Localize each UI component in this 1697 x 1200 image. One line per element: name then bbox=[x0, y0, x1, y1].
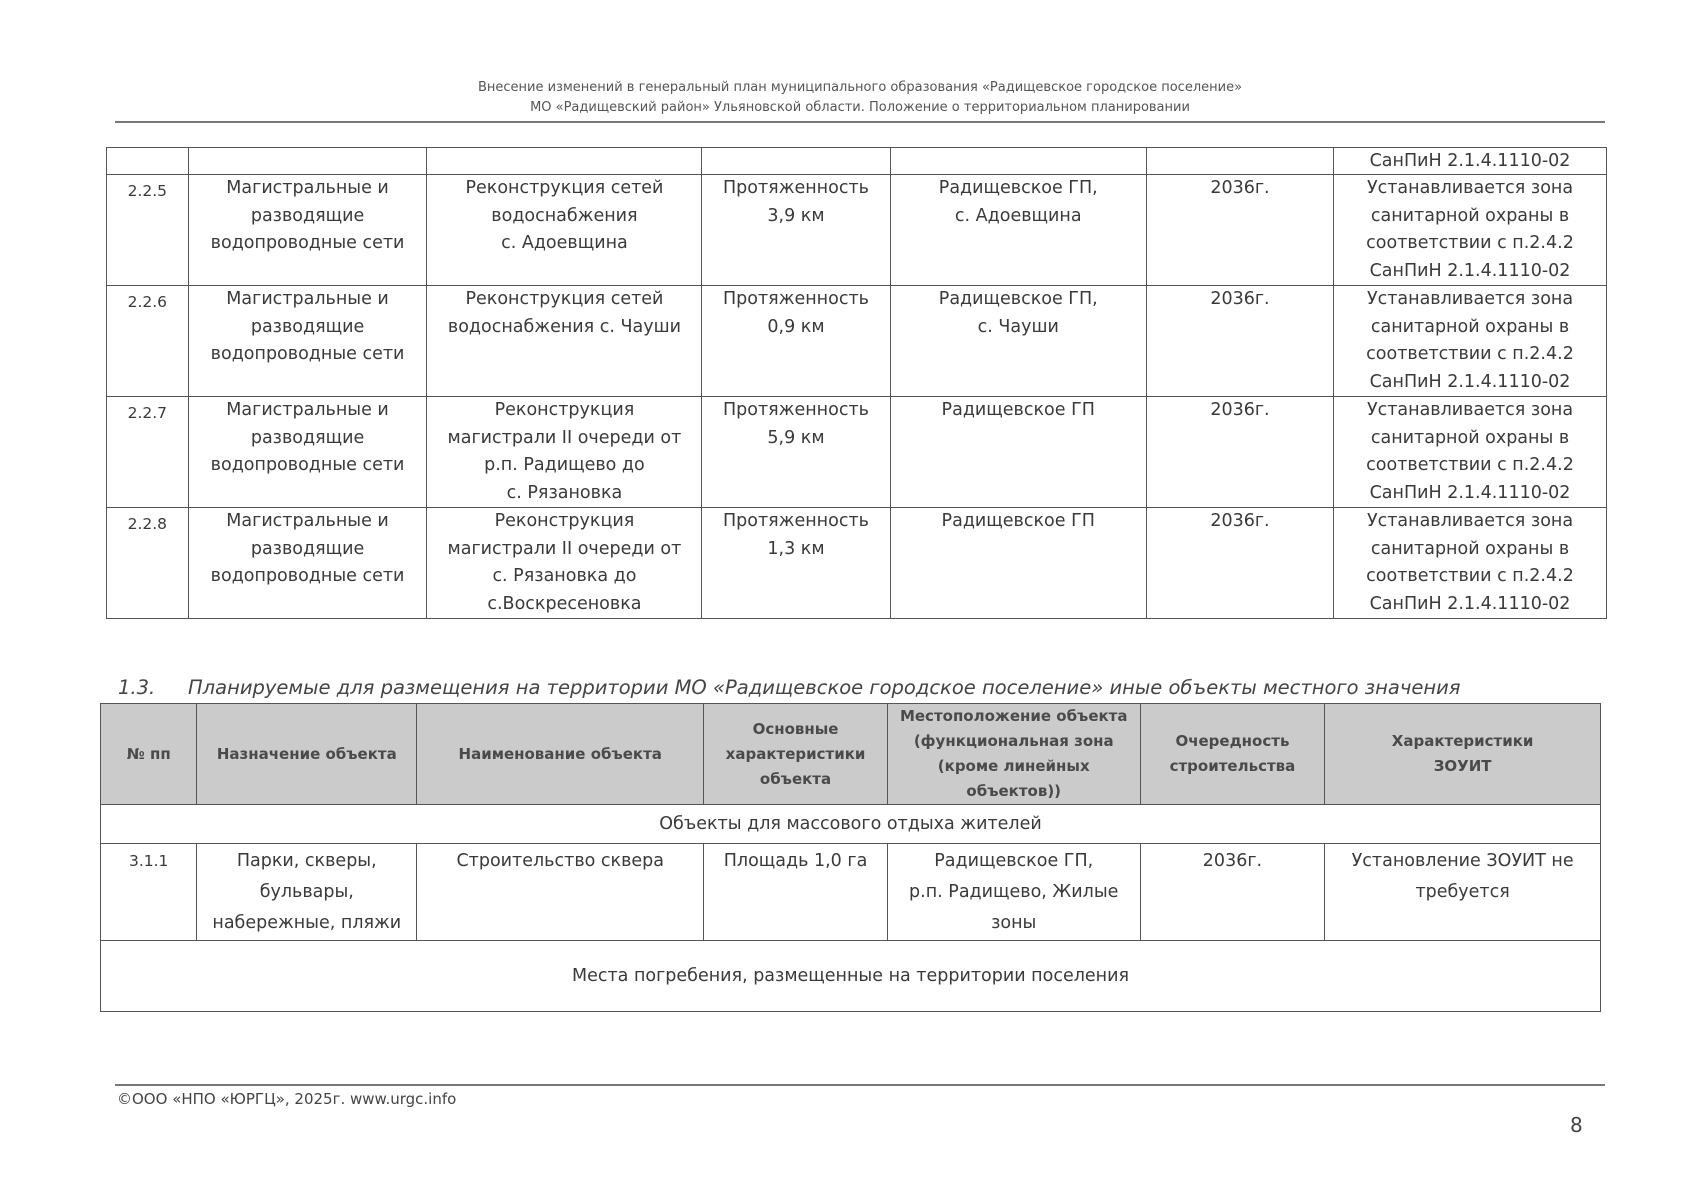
object-name bbox=[427, 508, 702, 619]
zone-characteristics bbox=[1334, 286, 1607, 397]
cell-line: с. Рязановка bbox=[506, 482, 623, 503]
cell-line: Устанавливается зона bbox=[1366, 400, 1574, 420]
cell-line: санитарной охраны в bbox=[1370, 538, 1570, 559]
cell-line: р.п. Радищево до bbox=[484, 455, 645, 475]
construction-stage: 2036г. bbox=[1146, 508, 1333, 619]
cell-line: магистрали II очереди от bbox=[447, 427, 682, 448]
object-purpose bbox=[188, 397, 427, 508]
cell-line: магистрали II очереди от bbox=[447, 538, 682, 559]
cell-line: санитарной охраны в bbox=[1370, 427, 1570, 448]
cell-line: СанПиН 2.1.4.1110-02 bbox=[1369, 371, 1571, 392]
cell-line: требуется bbox=[1415, 882, 1510, 902]
header-line-1: Внесение изменений в генеральный план муниципального образования «Радищевское городское поселение» bbox=[477, 80, 1243, 95]
cell-line: соответствии с п.2.4.2 bbox=[1366, 566, 1574, 586]
section-title: Планируемые для размещения на территории МО «Радищевское городское поселение» иные объекты местного значения bbox=[188, 676, 1461, 699]
cell-line: санитарной охраны в bbox=[1370, 205, 1570, 226]
object-name bbox=[427, 397, 702, 508]
table-row-continued bbox=[107, 148, 1607, 175]
cell-line: соответствии с п.2.4.2 bbox=[1366, 455, 1574, 475]
cell-line: Протяженность bbox=[723, 511, 869, 531]
group-heading: Объекты для массового отдыха жителей bbox=[101, 805, 1601, 844]
cell-line: Реконструкция bbox=[494, 511, 635, 531]
object-purpose bbox=[188, 286, 427, 397]
cell-line: Протяженность bbox=[723, 400, 869, 420]
cell-line: Очередность bbox=[1175, 732, 1290, 750]
cell-line: (функциональная зона bbox=[913, 732, 1114, 750]
cell-line: с. Адоевщина bbox=[954, 205, 1082, 226]
cell-line: разводящие bbox=[250, 316, 365, 337]
object-characteristics bbox=[702, 397, 890, 508]
cell-line: ЗОУИТ bbox=[1433, 757, 1492, 775]
zone-characteristics bbox=[1334, 508, 1607, 619]
table-row bbox=[107, 508, 1607, 619]
cell-line: Установление ЗОУИТ не bbox=[1351, 851, 1574, 871]
cell-line: Характеристики bbox=[1391, 732, 1534, 750]
row-number: 2.2.8 bbox=[107, 508, 189, 619]
cell-line: водопроводные сети bbox=[210, 233, 405, 253]
cell-line: Магистральные и bbox=[226, 178, 389, 198]
column-header bbox=[1325, 704, 1601, 805]
column-header bbox=[887, 704, 1140, 805]
zone-cell: СанПиН 2.1.4.1110-02 bbox=[1334, 148, 1607, 175]
zone-characteristics bbox=[1334, 175, 1607, 286]
section-number: 1.3. bbox=[118, 676, 156, 699]
cell-line: Протяженность bbox=[723, 289, 869, 309]
cell-line: строительства bbox=[1169, 757, 1296, 775]
group-row bbox=[101, 941, 1601, 1012]
cell-line: СанПиН 2.1.4.1110-02 bbox=[1369, 482, 1571, 503]
column-header bbox=[1140, 704, 1325, 805]
cell-line: Строительство сквера bbox=[456, 851, 665, 871]
cell-line: Радищевское ГП, bbox=[938, 289, 1098, 309]
cell-line: Устанавливается зона bbox=[1366, 178, 1574, 198]
object-location bbox=[890, 508, 1146, 619]
object-location bbox=[887, 844, 1140, 941]
object-name bbox=[417, 844, 704, 941]
table-row bbox=[107, 175, 1607, 286]
cell-line: Основные bbox=[752, 719, 839, 738]
object-characteristics bbox=[702, 175, 890, 286]
cell-line: объекта bbox=[759, 769, 832, 788]
section-heading bbox=[118, 676, 1608, 700]
group-heading: Места погребения, размещенные на территории поселения bbox=[101, 941, 1601, 1012]
cell-line: Радищевское ГП, bbox=[934, 851, 1094, 871]
object-name bbox=[427, 286, 702, 397]
object-characteristics bbox=[704, 844, 887, 941]
cell-line: характеристики bbox=[725, 744, 866, 763]
column-header bbox=[417, 704, 704, 805]
column-header bbox=[101, 704, 197, 805]
object-purpose bbox=[188, 175, 427, 286]
cell-line: Назначение объекта bbox=[216, 744, 397, 763]
cell-line: водоснабжения bbox=[491, 205, 638, 226]
cell-line: соответствии с п.2.4.2 bbox=[1366, 233, 1574, 253]
local-objects-table bbox=[100, 703, 1601, 1012]
cell-line: с.Воскресеновка bbox=[487, 593, 642, 614]
object-characteristics bbox=[702, 286, 890, 397]
object-purpose bbox=[197, 844, 417, 941]
object-name bbox=[427, 175, 702, 286]
cell-line: Магистральные и bbox=[226, 511, 389, 531]
cell-line: Парки, скверы, bbox=[236, 851, 377, 871]
cell-line: СанПиН 2.1.4.1110-02 bbox=[1369, 260, 1571, 281]
construction-stage: 2036г. bbox=[1146, 286, 1333, 397]
object-location bbox=[890, 397, 1146, 508]
cell-line: разводящие bbox=[250, 538, 365, 559]
footer-divider bbox=[115, 1084, 1605, 1086]
cell-line: Протяженность bbox=[723, 178, 869, 198]
cell-line: санитарной охраны в bbox=[1370, 316, 1570, 337]
cell-line: соответствии с п.2.4.2 bbox=[1366, 344, 1574, 364]
cell-line: набережные, пляжи bbox=[212, 913, 402, 933]
zone-characteristics bbox=[1325, 844, 1601, 941]
cell-line: с. Чауши bbox=[977, 316, 1059, 337]
cell-line: объектов)) bbox=[966, 782, 1062, 800]
cell-line: 5,9 км bbox=[767, 427, 825, 448]
header-line-2: МО «Радищевский район» Ульяновской области. Положение о территориальном планировании bbox=[530, 100, 1190, 115]
object-characteristics bbox=[702, 508, 890, 619]
object-purpose bbox=[188, 508, 427, 619]
cell-line: Устанавливается зона bbox=[1366, 289, 1574, 309]
row-number: 2.2.5 bbox=[107, 175, 189, 286]
cell-line: водопроводные сети bbox=[210, 566, 405, 586]
cell-line: с. Адоевщина bbox=[501, 233, 628, 253]
cell-line: Радищевское ГП bbox=[941, 511, 1095, 531]
cell-line: (кроме линейных bbox=[937, 757, 1090, 775]
cell-line: Реконструкция сетей bbox=[465, 178, 664, 198]
cell-line: Реконструкция bbox=[494, 400, 635, 420]
cell-line: 3,9 км bbox=[767, 205, 825, 226]
page-number: 8 bbox=[1570, 1113, 1583, 1137]
cell-line: Радищевское ГП bbox=[941, 400, 1095, 420]
cell-line: водопроводные сети bbox=[210, 344, 405, 364]
table-row bbox=[107, 286, 1607, 397]
cell-line: р.п. Радищево, Жилые bbox=[909, 882, 1119, 902]
cell-line: разводящие bbox=[250, 427, 365, 448]
cell-line: Наименование объекта bbox=[458, 744, 662, 763]
construction-stage: 2036г. bbox=[1146, 397, 1333, 508]
cell-line: водоснабжения с. Чауши bbox=[447, 316, 681, 337]
cell-line: Местоположение объекта bbox=[899, 707, 1128, 725]
cell-line: Реконструкция сетей bbox=[465, 289, 664, 309]
cell-line: Площадь 1,0 га bbox=[723, 851, 868, 871]
table-row bbox=[107, 397, 1607, 508]
column-header bbox=[704, 704, 887, 805]
cell-line: с. Рязановка до bbox=[492, 566, 637, 586]
zone-characteristics bbox=[1334, 397, 1607, 508]
footer-copyright: ©ООО «НПО «ЮРГЦ», 2025г. www.urgc.info bbox=[117, 1090, 457, 1108]
water-networks-table bbox=[106, 147, 1607, 619]
cell-line: Магистральные и bbox=[226, 400, 389, 420]
header-divider bbox=[115, 121, 1605, 123]
cell-line: бульвары, bbox=[259, 882, 354, 902]
cell-line: 0,9 км bbox=[767, 316, 825, 337]
row-number: 3.1.1 bbox=[101, 844, 197, 941]
cell-line: Радищевское ГП, bbox=[938, 178, 1098, 198]
page-header bbox=[115, 78, 1605, 118]
cell-line: Устанавливается зона bbox=[1366, 511, 1574, 531]
table-row bbox=[101, 844, 1601, 941]
cell-line: зоны bbox=[991, 913, 1037, 933]
cell-line: водопроводные сети bbox=[210, 455, 405, 475]
object-location bbox=[890, 175, 1146, 286]
column-header bbox=[197, 704, 417, 805]
cell-line: Магистральные и bbox=[226, 289, 389, 309]
object-location bbox=[890, 286, 1146, 397]
row-number: 2.2.6 bbox=[107, 286, 189, 397]
row-number: 2.2.7 bbox=[107, 397, 189, 508]
group-row bbox=[101, 805, 1601, 844]
table-header-row bbox=[101, 704, 1601, 805]
construction-stage: 2036г. bbox=[1146, 175, 1333, 286]
cell-line: СанПиН 2.1.4.1110-02 bbox=[1369, 593, 1571, 614]
construction-stage: 2036г. bbox=[1140, 844, 1325, 941]
cell-line: 1,3 км bbox=[767, 538, 825, 559]
cell-line: № пп bbox=[126, 744, 171, 763]
cell-line: разводящие bbox=[250, 205, 365, 226]
